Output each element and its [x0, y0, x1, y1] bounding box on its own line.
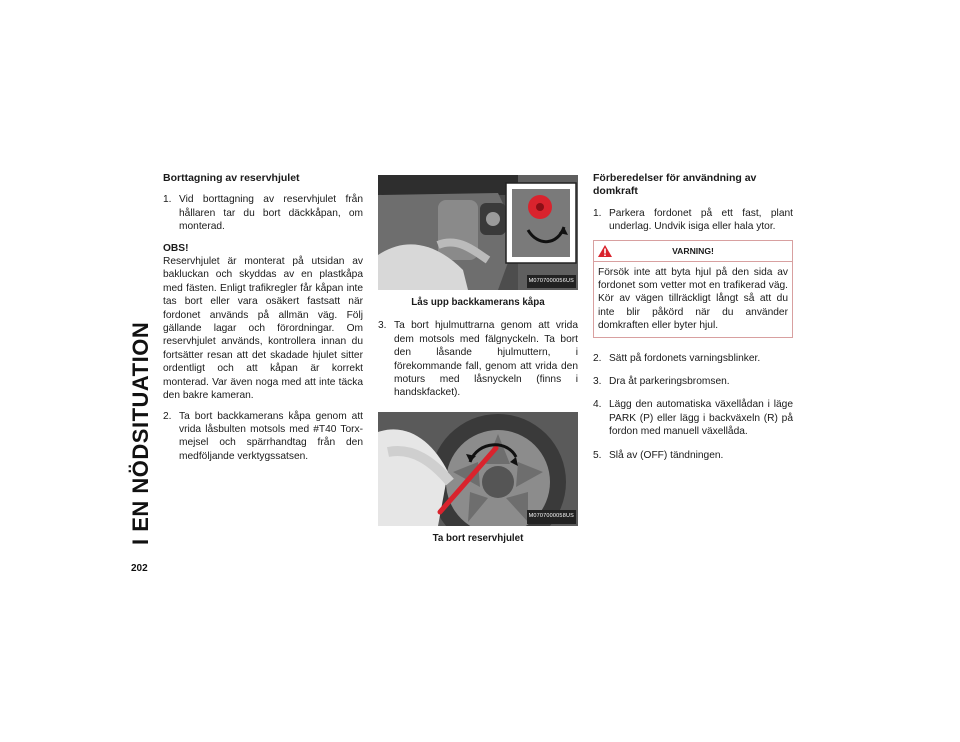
column-1: [163, 172, 363, 471]
step-3: [593, 375, 793, 388]
section-title: I EN NÖDSITUATION: [128, 321, 153, 545]
figure-caption: Lås upp backkamerans kåpa: [411, 297, 545, 308]
note-title: OBS!: [163, 242, 189, 254]
step-number: 2.: [593, 352, 602, 364]
step-4: [593, 398, 793, 438]
step-text: Dra åt parkeringsbromsen.: [609, 376, 730, 388]
step-number: 3.: [378, 320, 387, 332]
step-text: Sätt på fordonets varningsblinker.: [609, 352, 761, 364]
step-number: 1.: [163, 194, 172, 206]
heading-spare-removal: Borttagning av reservhjulet: [163, 172, 300, 184]
column-3: [593, 172, 793, 470]
step-3: [378, 319, 578, 399]
heading-jack-prep: Förberedelser för användning av domkraft: [593, 172, 757, 198]
step-text: Vid borttagning av reservhjulet från hållaren tar du bort däckkåpan, om monterad.: [179, 194, 363, 233]
figure-caption: Ta bort reservhjulet: [432, 532, 524, 544]
step-text: Ta bort backkamerans kåpa genom att vrida låsbulten motsols med #T40 Torx-mejsel och spärrhandtag från den medföljande verktygssatsen.: [179, 410, 363, 462]
step-text: Parkera fordonet på ett fast, plant underlag. Undvik isiga eller hala ytor.: [609, 207, 793, 233]
step-text: Ta bort hjulmuttrarna genom att vrida dem motsols med fälgnyckeln. Ta bort den låsande hjulmuttern, i förekommande fall, genom att vrida den moturs med låsnyckeln (finns i handskfacket).: [394, 320, 578, 399]
step-number: 4.: [593, 399, 602, 411]
step-5: [593, 449, 793, 462]
note-text: Reservhjulet är monterat på utsidan av bakluckan och skyddas av en plastkåpa med fästen. Enligt trafikregler får kåpan inte tas bort eller vara osäkert fastsatt när fordonet används på allmän väg. Följ gällande lagar och förordningar. Om reservhjulet används, kontrollera innan du fortsätter resan att det skadade hjulet sitter ordentligt och att kåpan är korrekt monterad. Var även noga med att inte täcka den bakre kameran.: [163, 256, 363, 402]
warning-text: Försök inte att byta hjul på den sida av fordonet som vetter mot en trafikerad väg. Kör av vägen tillräckligt långt så att du inte blir påkörd när du använder domkraften eller byter hjul.: [598, 266, 788, 332]
warning-header: [594, 241, 792, 262]
step-number: 1.: [593, 207, 602, 219]
remove-spare-illustration: [378, 412, 578, 526]
column-2: [378, 172, 578, 555]
step-number: 2.: [163, 410, 172, 422]
step-2: [593, 352, 793, 365]
page-number: 202: [131, 563, 148, 574]
camera-cover-illustration: [378, 175, 578, 290]
step-text: Slå av (OFF) tändningen.: [609, 449, 724, 461]
warning-title: VARNING!: [672, 245, 714, 256]
figure-code: M0707000058US: [527, 510, 576, 523]
figure-remove-spare: [378, 412, 578, 526]
figure-camera-cover: [378, 175, 578, 290]
step-2: [163, 410, 363, 464]
step-number: 5.: [593, 449, 602, 461]
step-1: [593, 207, 793, 234]
warning-box: [593, 240, 793, 338]
step-1: [163, 193, 363, 233]
step-number: 3.: [593, 376, 602, 388]
section-side-tab: [128, 175, 158, 545]
figure-code: M0707000056US: [527, 275, 576, 288]
step-text: Lägg den automatiska växellådan i läge PARK (P) eller lägg i backväxeln (R) på fordon med manuell växellåda.: [609, 399, 793, 438]
